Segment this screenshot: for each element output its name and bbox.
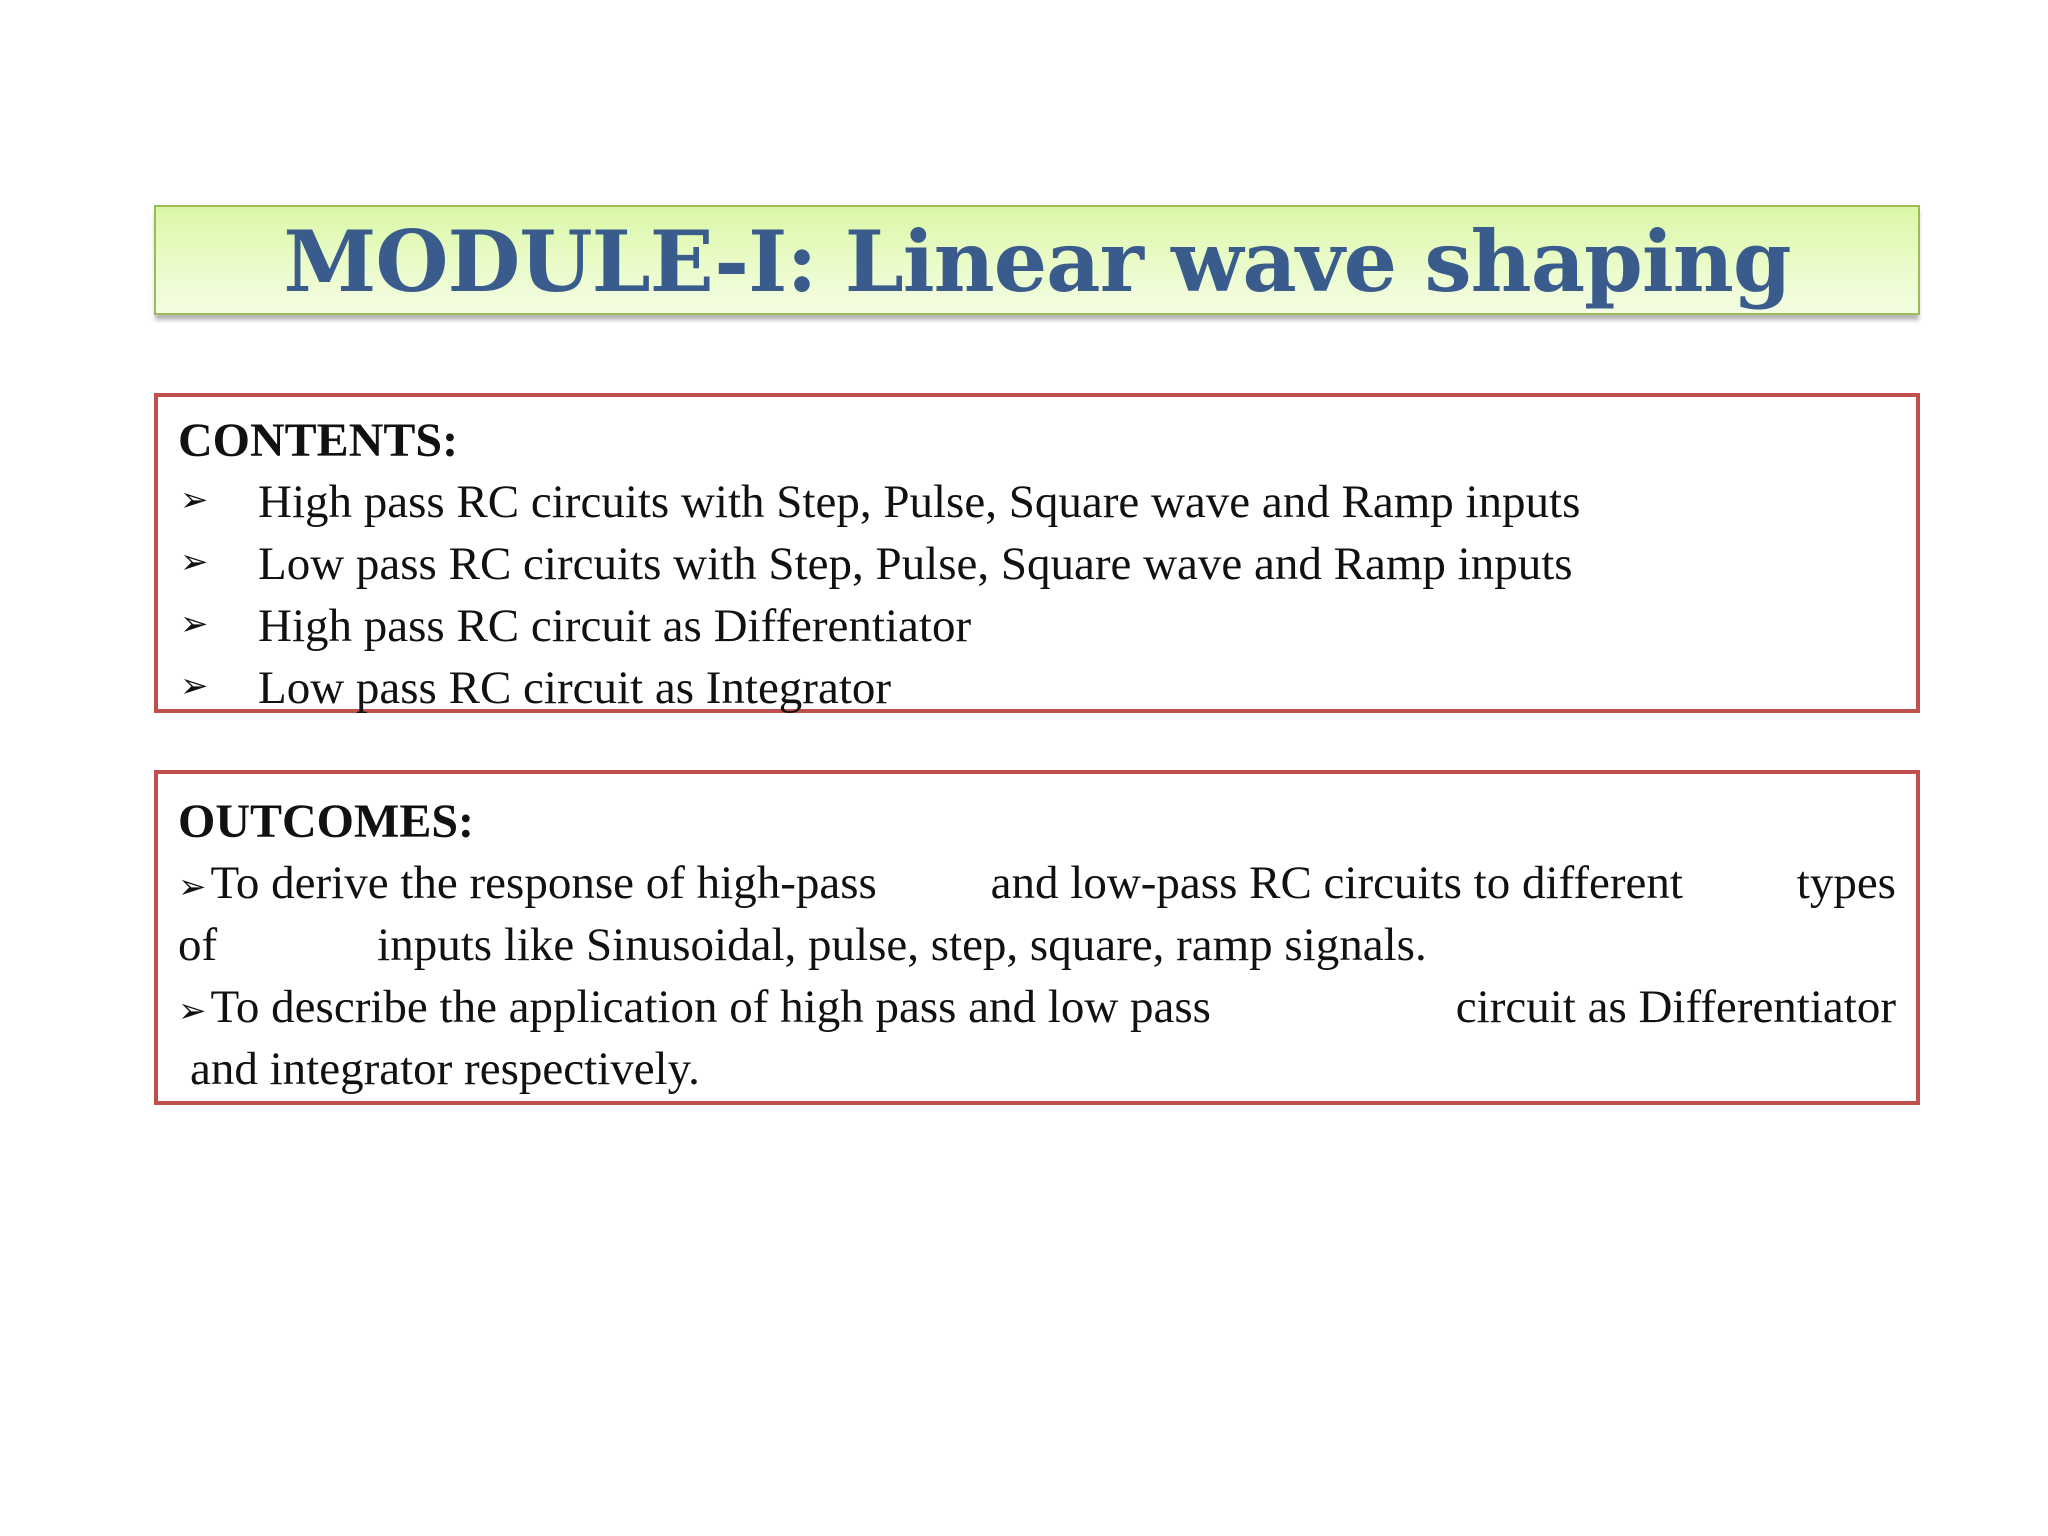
outcome-text: types [1796,857,1896,909]
arrow-bullet-icon: ➢ [178,991,207,1031]
page-title: MODULE-I: Linear wave shaping [283,211,1791,311]
outcome-line [178,914,1896,976]
contents-item-text: Low pass RC circuit as Integrator [258,662,892,714]
outcomes-heading: OUTCOMES: [178,795,475,848]
outcome-text: circuit as Differentiator [1455,981,1896,1033]
outcomes-box [154,770,1920,1105]
arrow-bullet-icon: ➢ [178,867,207,907]
outcome-segment [178,976,1211,1038]
outcome-text: and low-pass RC circuits to different [990,857,1683,909]
outcome-text: inputs like Sinusoidal, pulse, step, square, ramp signals. [377,919,1427,971]
outcome-item [178,976,1896,1100]
outcome-line [178,1038,1896,1100]
outcome-line [178,976,1896,1038]
outcome-segment [178,852,877,914]
outcome-text: To derive the response of high-pass [210,857,877,909]
arrow-bullet-icon: ➢ [180,604,209,644]
outcome-text: To describe the application of high pass and low pass [210,981,1211,1033]
contents-item-text: High pass RC circuit as Differentiator [258,600,972,652]
outcome-text: and integrator respectively. [190,1043,700,1095]
title-banner [154,205,1920,315]
arrow-bullet-icon: ➢ [180,666,209,706]
arrow-bullet-icon: ➢ [180,542,209,582]
contents-item-text: Low pass RC circuits with Step, Pulse, Square wave and Ramp inputs [258,538,1573,590]
outcome-text: of [178,919,218,971]
outcome-line [178,852,1896,914]
contents-item-text: High pass RC circuits with Step, Pulse, Square wave and Ramp inputs [258,476,1581,528]
arrow-bullet-icon: ➢ [180,480,209,520]
contents-heading: CONTENTS: [178,414,459,467]
outcome-item [178,852,1896,976]
contents-box [154,393,1920,713]
